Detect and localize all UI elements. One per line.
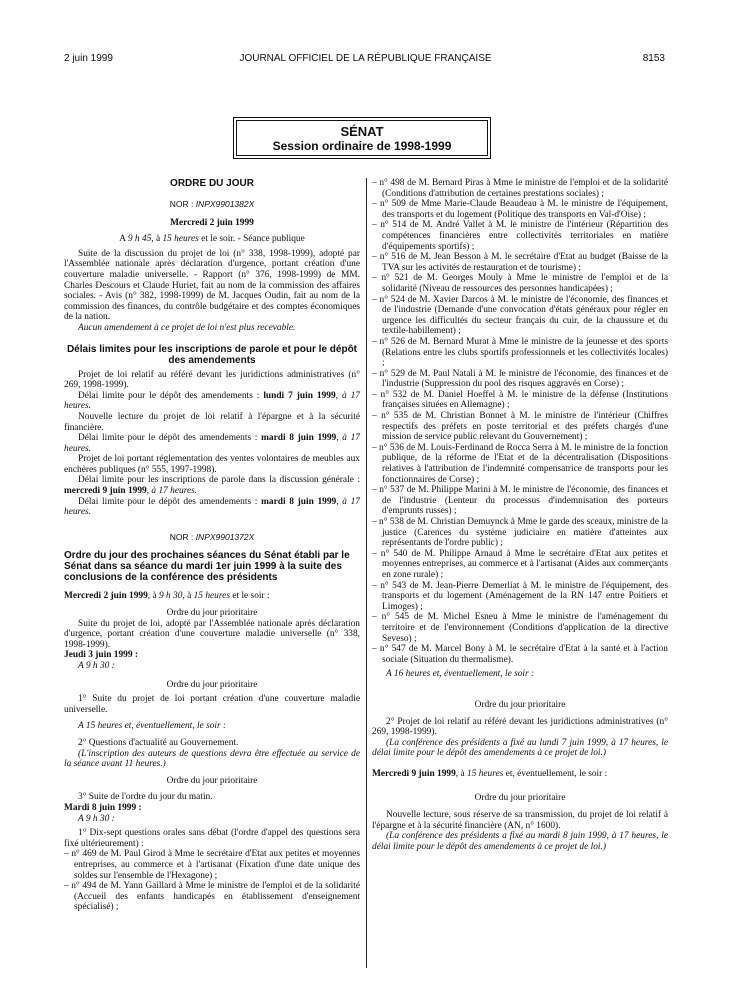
session-time: 15 heures xyxy=(193,591,230,602)
question-item: – n° 532 de M. Daniel Hoeffel à M. le ministre de la défense (Institutions françaises situées en Allemagne) ; xyxy=(372,389,668,411)
delai-label: Délai limite pour le dépôt des amendements : xyxy=(78,496,262,507)
nor-code: INPX9901372X xyxy=(195,531,255,542)
delai-sep: , xyxy=(335,390,342,401)
seance-rest: et le soir. - Séance publique xyxy=(198,234,305,245)
header-journal-title: JOURNAL OFFICIEL DE LA RÉPUBLIQUE FRANÇAISE xyxy=(239,53,492,64)
agenda-time: A 15 heures et, éventuellement, le soir : xyxy=(78,721,227,732)
session-sep: , à xyxy=(147,591,159,602)
question-item: – n° 498 de M. Bernard Piras à Mme le ministre de l'emploi et de la solidarité (Conditions d'attribution de certaines prestations sociales) ; xyxy=(372,178,668,199)
suite-discussion-paragraph: Suite de la discussion du projet de loi (n° 338, 1998-1999), adopté par l'Assemblée nationale après déclaration d'urgence, portant création d'une couverture maladie universelle. - Rapport (n° 376, 1998-1999) de MM. Charles Descours et Claude Huriet, fait au nom de la commission des affaires sociales. - Avis (n° 382, 1998-1999) de M. Jacques Oudin, fait au nom de la commission des finances, du contrôle budgétaire et des comptes économiques de la nation. xyxy=(64,248,360,323)
delai-sep: , xyxy=(336,496,343,507)
question-item: – n° 535 de M. Christian Bonnet à M. le ministre de l'intérieur (Chiffres respectifs des préfets en poste territorial et des préfets chargés d'une mission de service public relevant du Gouvernement) ; xyxy=(372,411,668,443)
delai-item: Nouvelle lecture du projet de loi relatif à l'épargne et à la sécurité financière. xyxy=(64,411,360,433)
delai-item xyxy=(64,475,360,496)
seance-time-2: 15 heures xyxy=(162,234,199,245)
question-item: – n° 538 de M. Christian Demuynck à Mme le garde des sceaux, ministre de la justice (Carences du système judiciaire en matière d'atteintes aux représentants de l'ordre public) ; xyxy=(372,517,668,549)
delai-label: Délai limite pour le dépôt des amendements : xyxy=(78,433,262,444)
agenda-item: 1° Dix-sept questions orales sans débat (l'ordre d'appel des questions sera fixé ultérieurement) : xyxy=(64,828,360,849)
seance-prefix: A xyxy=(119,234,128,245)
question-item: – n° 524 de M. Xavier Darcos à M. le ministre de l'économie, des finances et de l'industrie (Demande d'une convocation d'états généraux pour régler en urgence les difficultés du secteur français du cuir, de la chaussure et du textile-habillement) ; xyxy=(372,294,668,337)
nor-label: NOR : xyxy=(169,199,196,209)
mardi-time: A 9 h 30 : xyxy=(78,813,115,824)
question-item: – n° 509 de Mme Marie-Claude Beaudeau à M. le ministre de l'équipement, des transports et du logement (Politique des transports en Val-d'Oise) ; xyxy=(372,199,668,220)
delai-sep: , xyxy=(146,486,152,497)
agenda-note: (L'inscription des auteurs de questions devra être effectuée au service de la séance avant 11 heures.) xyxy=(64,748,360,770)
agenda-item: 2° Questions d'actualité au Gouvernement. xyxy=(78,737,239,748)
nor-reference-1 xyxy=(64,199,360,210)
ordre-du-jour-title: ORDRE DU JOUR xyxy=(170,178,254,189)
question-item: – n° 516 de M. Jean Besson à M. le secrétaire d'Etat au budget (Baisse de la TVA sur les activités de restauration et de tourisme) ; xyxy=(372,252,668,273)
senat-title: SÉNAT xyxy=(340,124,384,139)
seance-time-1: 9 h 45 xyxy=(127,234,152,245)
delai-item xyxy=(64,433,360,454)
question-item: – n° 540 de M. Philippe Arnaud à Mme le secrétaire d'Etat aux petites et moyennes entreprises, au commerce et à l'artisanat (Aides aux commerçants en zone rurale) ; xyxy=(372,548,668,580)
question-item: – n° 529 de M. Paul Natali à M. le ministre de l'économie, des finances et de l'industrie (Suppression du pool des risques aggravés en Corse) ; xyxy=(372,368,668,390)
agenda-note: (La conférence des présidents a fixé au mardi 8 juin 1999, à 17 heures, le délai limite pour le dépôt des amendements à ce projet de loi.) xyxy=(372,831,668,852)
delai-item xyxy=(64,391,360,412)
delai-item: Projet de loi portant réglementation des ventes volontaires de meubles aux enchères publiques (n° 555, 1997-1998). xyxy=(64,454,360,475)
delai-time: à 17 heures. xyxy=(151,486,198,497)
agenda-item: 1° Suite du projet de loi portant création d'une couverture maladie universelle. xyxy=(64,694,360,715)
question-item: – n° 545 de M. Michel Esneu à Mme le ministre de l'aménagement du territoire et de l'environnement (Conditions d'application de la directive Seveso) ; xyxy=(372,612,668,644)
jeudi-time: A 9 h 30 : xyxy=(78,661,115,671)
senat-title-box xyxy=(233,117,491,159)
session-rest: et, éventuellement, le soir : xyxy=(503,768,608,779)
question-item: – n° 469 de M. Paul Girod à Mme le secrétaire d'Etat aux petites et moyennes entreprises, au commerce et à l'artisanat (Fixation d'une date unique des soldes sur l'ensemble de l'Hexagone) ; xyxy=(64,849,360,881)
agenda-item: 3° Suite de l'ordre du jour du matin. xyxy=(78,792,213,803)
seance-time xyxy=(64,234,360,245)
left-column xyxy=(64,178,360,913)
mercredi-9-session xyxy=(372,769,668,780)
header-page-number: 8153 xyxy=(642,53,665,64)
delai-sep: , xyxy=(336,433,343,444)
session-title: Session ordinaire de 1998-1999 xyxy=(272,139,452,153)
ordre-prioritaire-heading: Ordre du jour prioritaire xyxy=(166,775,258,786)
ordre-prioritaire-heading: Ordre du jour prioritaire xyxy=(166,608,258,619)
delai-date: mardi 8 juin 1999 xyxy=(261,496,337,507)
question-item: – n° 521 de M. Georges Mouly à Mme le ministre de l'emploi et de la solidarité (Niveau de ressources des personnes handicapées) ; xyxy=(372,273,668,294)
mercredi-session xyxy=(64,591,360,602)
nor-reference-2 xyxy=(64,532,360,543)
agenda-note: (La conférence des présidents a fixé au lundi 7 juin 1999, à 17 heures, le délai limite pour le dépôt des amendements à ce projet de loi.) xyxy=(372,737,668,759)
session-rest: et le soir : xyxy=(229,591,270,602)
agenda-item: 2° Projet de loi relatif au référé devant les juridictions administratives (n° 269, 1998-1999). xyxy=(372,716,668,738)
delai-item xyxy=(64,497,360,518)
delai-time: à 17 heures. xyxy=(64,390,360,412)
session-sep: , à xyxy=(455,768,467,779)
delais-title: Délais limites pour les inscriptions de parole et pour le dépôt des amendements xyxy=(66,343,358,366)
date-heading: Mercredi 2 juin 1999 xyxy=(170,217,254,228)
delai-date: mercredi 9 juin 1999 xyxy=(64,486,147,497)
agenda-item: Suite du projet de loi, adopté par l'Assemblée nationale après déclaration d'urgence, portant création d'une couverture maladie universelle (n° 338, 1998-1999). xyxy=(64,618,360,650)
question-item: – n° 543 de M. Jean-Pierre Demerliat à M. le ministre de l'équipement, des transports et du logement (Aménagement de la RN 147 entre Poitiers et Limoges) ; xyxy=(372,580,668,612)
prochaines-seances-title: Ordre du jour des prochaines séances du Sénat établi par le Sénat dans sa séance du mardi 1er juin 1999 à la suite des conclusions de la conférence des présidents xyxy=(64,550,350,584)
delai-time: à 17 heures. xyxy=(64,496,360,518)
aucun-amendement-note: Aucun amendement à ce projet de loi n'est plus recevable. xyxy=(78,322,296,333)
page-header xyxy=(0,53,731,69)
agenda-time: A 16 heures et, éventuellement, le soir : xyxy=(386,669,535,680)
delai-date: lundi 7 juin 1999 xyxy=(263,390,336,401)
session-sep: , à xyxy=(182,591,194,602)
delai-item: Projet de loi relatif au référé devant les juridictions administratives (n° 269, 1998-1999). xyxy=(64,369,360,391)
delai-date: mardi 8 juin 1999 xyxy=(261,433,337,444)
session-time: 9 h 30 xyxy=(158,591,183,602)
nor-code: INPX9901382X xyxy=(195,199,255,209)
seance-sep: , à xyxy=(151,234,163,245)
question-item: – n° 537 de M. Philippe Marini à M. le ministre de l'économie, des finances et de l'industrie (Lenteur du processus d'indemnisation des porteurs d'emprunts russes) ; xyxy=(372,485,668,517)
delai-label: Délai limite pour le dépôt des amendements : xyxy=(78,390,264,401)
column-separator xyxy=(366,178,367,968)
question-item: – n° 536 de M. Louis-Ferdinand de Rocca Serra à M. le ministre de la fonction publique, de la réforme de l'Etat et de la décentralisation (Dispositions relatives à l'attribution de l'indemnité compensatrice de transports pour les fonctionnaires de Corse) ; xyxy=(372,442,668,485)
agenda-item: Nouvelle lecture, sous réserve de sa transmission, du projet de loi relatif à l'épargne et à la sécurité financière (AN, n° 1600). xyxy=(372,810,668,831)
right-column xyxy=(372,178,668,852)
question-item: – n° 514 de M. André Vallet à M. le ministre de l'intérieur (Répartition des compétences financières entre collectivités territoriales en matière d'équipements sportifs) ; xyxy=(372,220,668,252)
session-date: Mercredi 9 juin 1999 xyxy=(372,768,456,779)
senat-title-inner xyxy=(236,120,488,156)
ordre-prioritaire-heading: Ordre du jour prioritaire xyxy=(474,699,566,710)
jeudi-heading: Jeudi 3 juin 1999 : xyxy=(64,650,138,661)
session-date: Mercredi 2 juin 1999 xyxy=(64,591,148,602)
header-date: 2 juin 1999 xyxy=(64,53,113,64)
session-time: 15 heures xyxy=(466,768,504,779)
question-item: – n° 526 de M. Bernard Murat à Mme le ministre de la jeunesse et des sports (Relations entre les clubs sportifs professionnels et les collectivités locales) ; xyxy=(372,336,668,369)
question-item: – n° 547 de M. Marcel Bony à M. le secrétaire d'Etat à la santé et à l'action sociale (Situation du thermalisme). xyxy=(372,644,668,665)
mardi-heading: Mardi 8 juin 1999 : xyxy=(64,802,142,813)
question-item: – n° 494 de M. Yann Gaillard à Mme le ministre de l'emploi et de la solidarité (Accueil des enfants handicapés en établissement d'enseignement spécialisé) ; xyxy=(64,881,360,913)
ordre-prioritaire-heading: Ordre du jour prioritaire xyxy=(474,793,566,804)
delai-label: Délai limite pour les inscriptions de parole dans la discussion générale : xyxy=(78,475,360,486)
nor-label: NOR : xyxy=(169,531,196,542)
delai-time: à 17 heures. xyxy=(64,433,360,454)
ordre-prioritaire-heading: Ordre du jour prioritaire xyxy=(166,679,258,690)
